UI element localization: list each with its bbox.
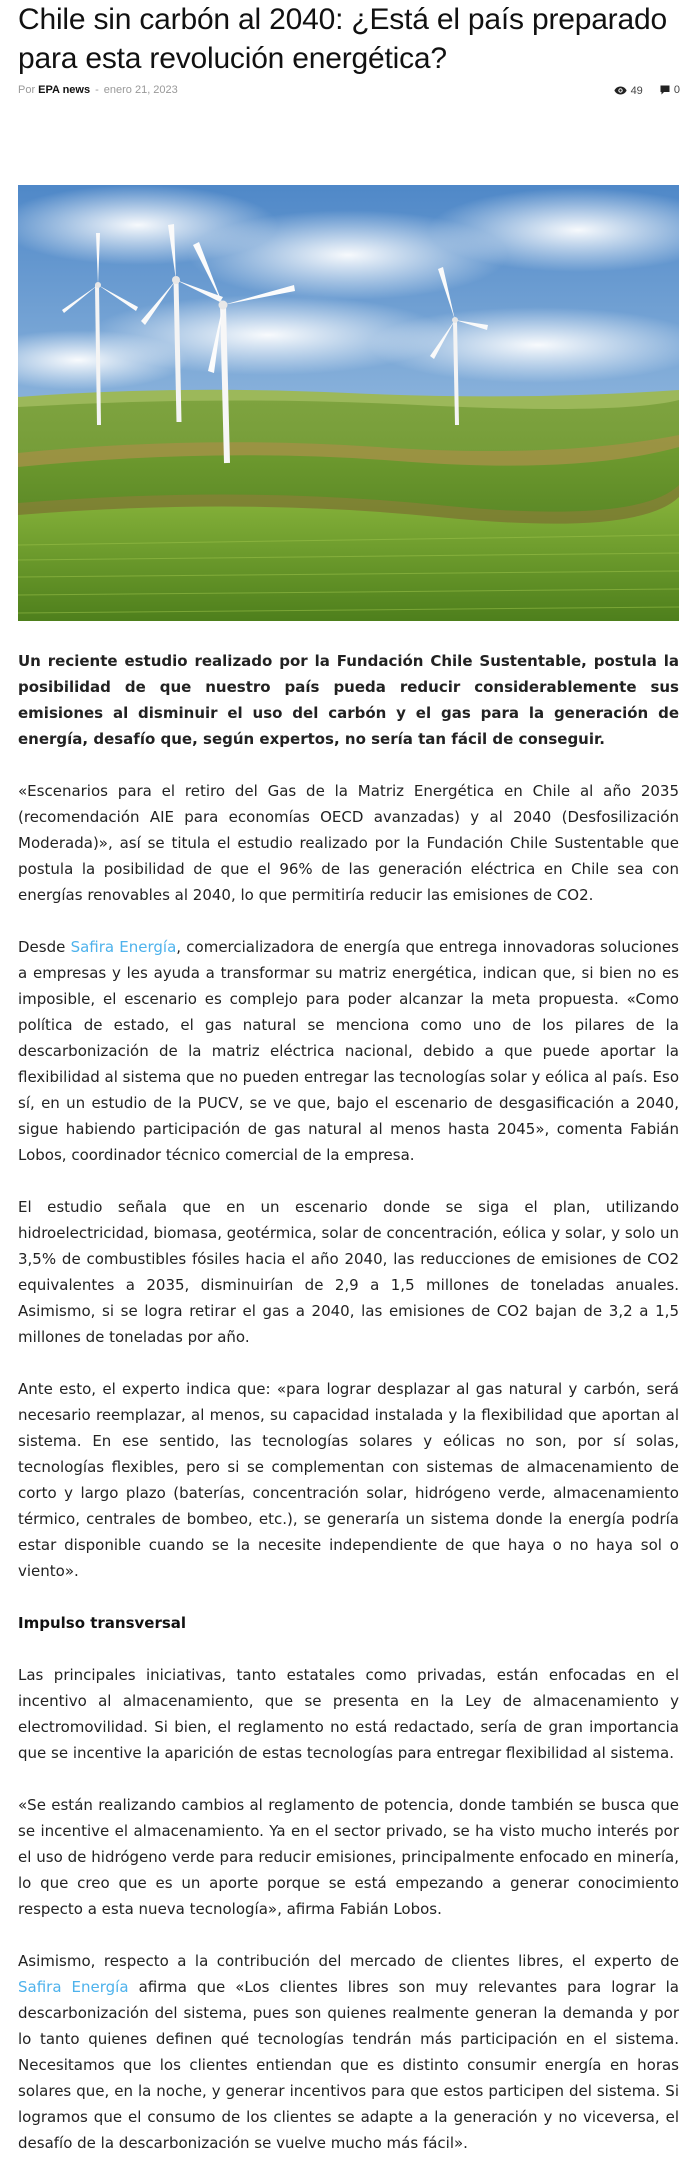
wind-turbines-image <box>18 185 679 621</box>
paragraph: Ante esto, el experto indica que: «para lograr desplazar al gas natural y carbón, será necesario reemplazar, al menos, su capacidad instalada y la flexibilidad que aportan al sistema. En ese sentido, las tecnologías solares y eólicas no son, por sí solas, tecnologías flexibles, pero si se complementan con sistemas de almacenamiento de corto y largo plazo (baterías, concentración solar, hidrógeno verde, almacenamiento térmico, centrales de bombeo, etc.), se generaría un sistema donde la energía podría estar disponible cuando se la necesite independiente de que haya o no haya sol o viento». <box>18 1380 679 1580</box>
views-counter <box>614 85 643 97</box>
featured-image <box>18 185 679 621</box>
by-label: Por <box>18 84 36 96</box>
paragraph: Asimismo, respecto a la contribución del mercado de clientes libres, el experto de Safira Energía afirma que «Los clientes libres son muy relevantes para lograr la descarbonización del sistema, pues son quienes realmente generan la demanda y por lo tanto quienes definen qué tecnologías tendrán más participación en el sistema. Necesitamos que los clientes entiendan que es distinto consumir energía en horas solares que, en la noche, y generar incentivos para que estos participen del sistema. Si logramos que el consumo de los clientes se adapte a la generación y no viceversa, el desafío de la descarbonización se vuelve mucho más fácil». <box>18 1952 679 2152</box>
paragraph: El estudio señala que en un escenario donde se siga el plan, utilizando hidroelectricidad, biomasa, geotérmica, solar de concentración, eólica y solar, y solo un 3,5% de combustibles fósiles hacia el año 2040, las reducciones de emisiones de CO2 equivalentes a 2035, disminuirían de 2,9 a 1,5 millones de toneladas anuales. Asimismo, si se logra retirar el gas a 2040, las emisiones de CO2 bajan de 3,2 a 1,5 millones de toneladas por año. <box>18 1198 679 1346</box>
comment-icon <box>660 85 670 95</box>
paragraph: «Escenarios para el retiro del Gas de la Matriz Energética en Chile al año 2035 (recomendación AIE para economías OECD avanzadas) y al 2040 (Desfosilización Moderada)», así se titula el estudio realizado por la Fundación Chile Sustentable que postula la posibilidad de que el 96% de las generación eléctrica en Chile sea con energías renovables al 2040, lo que permitiría reducir las emisiones de CO2. <box>18 782 679 904</box>
comments-count: 0 <box>673 84 680 96</box>
safira-energia-link[interactable]: Safira Energía <box>70 938 177 956</box>
views-count: 49 <box>630 84 643 97</box>
section-subheading: Impulso transversal <box>18 1614 187 1632</box>
safira-energia-link[interactable]: Safira Energía <box>18 1978 129 1996</box>
author-link[interactable]: EPA news <box>38 84 91 96</box>
comments-counter[interactable] <box>660 84 680 96</box>
eye-icon <box>614 86 627 95</box>
post-counters <box>600 84 680 98</box>
paragraph: «Se están realizando cambios al reglamento de potencia, donde también se busca que se incentive el almacenamiento. Ya en el sector privado, se ha visto mucho interés por el uso de hidrógeno verde para reducir emisiones, principalmente enfocado en minería, lo que creo que es un aporte porque se está empezando a generar conocimiento respecto a esta nueva tecnología», afirma Fabián Lobos. <box>18 1796 679 1918</box>
lead-paragraph: Un reciente estudio realizado por la Fundación Chile Sustentable, postula la posibilidad de que nuestro país pueda reducir considerablemente sus emisiones al disminuir el uso del carbón y el gas para la generación de energía, desafío que, según expertos, no sería tan fácil de conseguir. <box>18 652 679 748</box>
article-meta <box>18 84 680 102</box>
meta-separator: - <box>95 84 99 96</box>
article-body <box>18 648 679 2156</box>
paragraph: Desde Safira Energía, comercializadora de energía que entrega innovadoras soluciones a empresas y les ayuda a transformar su matriz energética, indican que, si bien no es imposible, el escenario es complejo para poder alcanzar la meta propuesta. «Como política de estado, el gas natural se menciona como uno de los pilares de la descarbonización de la matriz eléctrica nacional, debido a que puede aportar la flexibilidad al sistema que no pueden entregar las tecnologías solar y eólica al país. Eso sí, en un estudio de la PUCV, se ve que, bajo el escenario de desgasificación a 2040, sigue habiendo participación de gas natural al menos hasta 2045», comenta Fabián Lobos, coordinador técnico comercial de la empresa. <box>18 938 679 1164</box>
article-title: Chile sin carbón al 2040: ¿Está el país preparado para esta revolución energética? <box>18 3 667 75</box>
paragraph: Las principales iniciativas, tanto estatales como privadas, están enfocadas en el incentivo al almacenamiento, que se presenta en la Ley de almacenamiento y electromovilidad. Si bien, el reglamento no está redactado, sería de gran importancia que se incentive la aparición de estas tecnologías para entregar flexibilidad al sistema. <box>18 1666 679 1762</box>
post-date: enero 21, 2023 <box>103 84 178 96</box>
